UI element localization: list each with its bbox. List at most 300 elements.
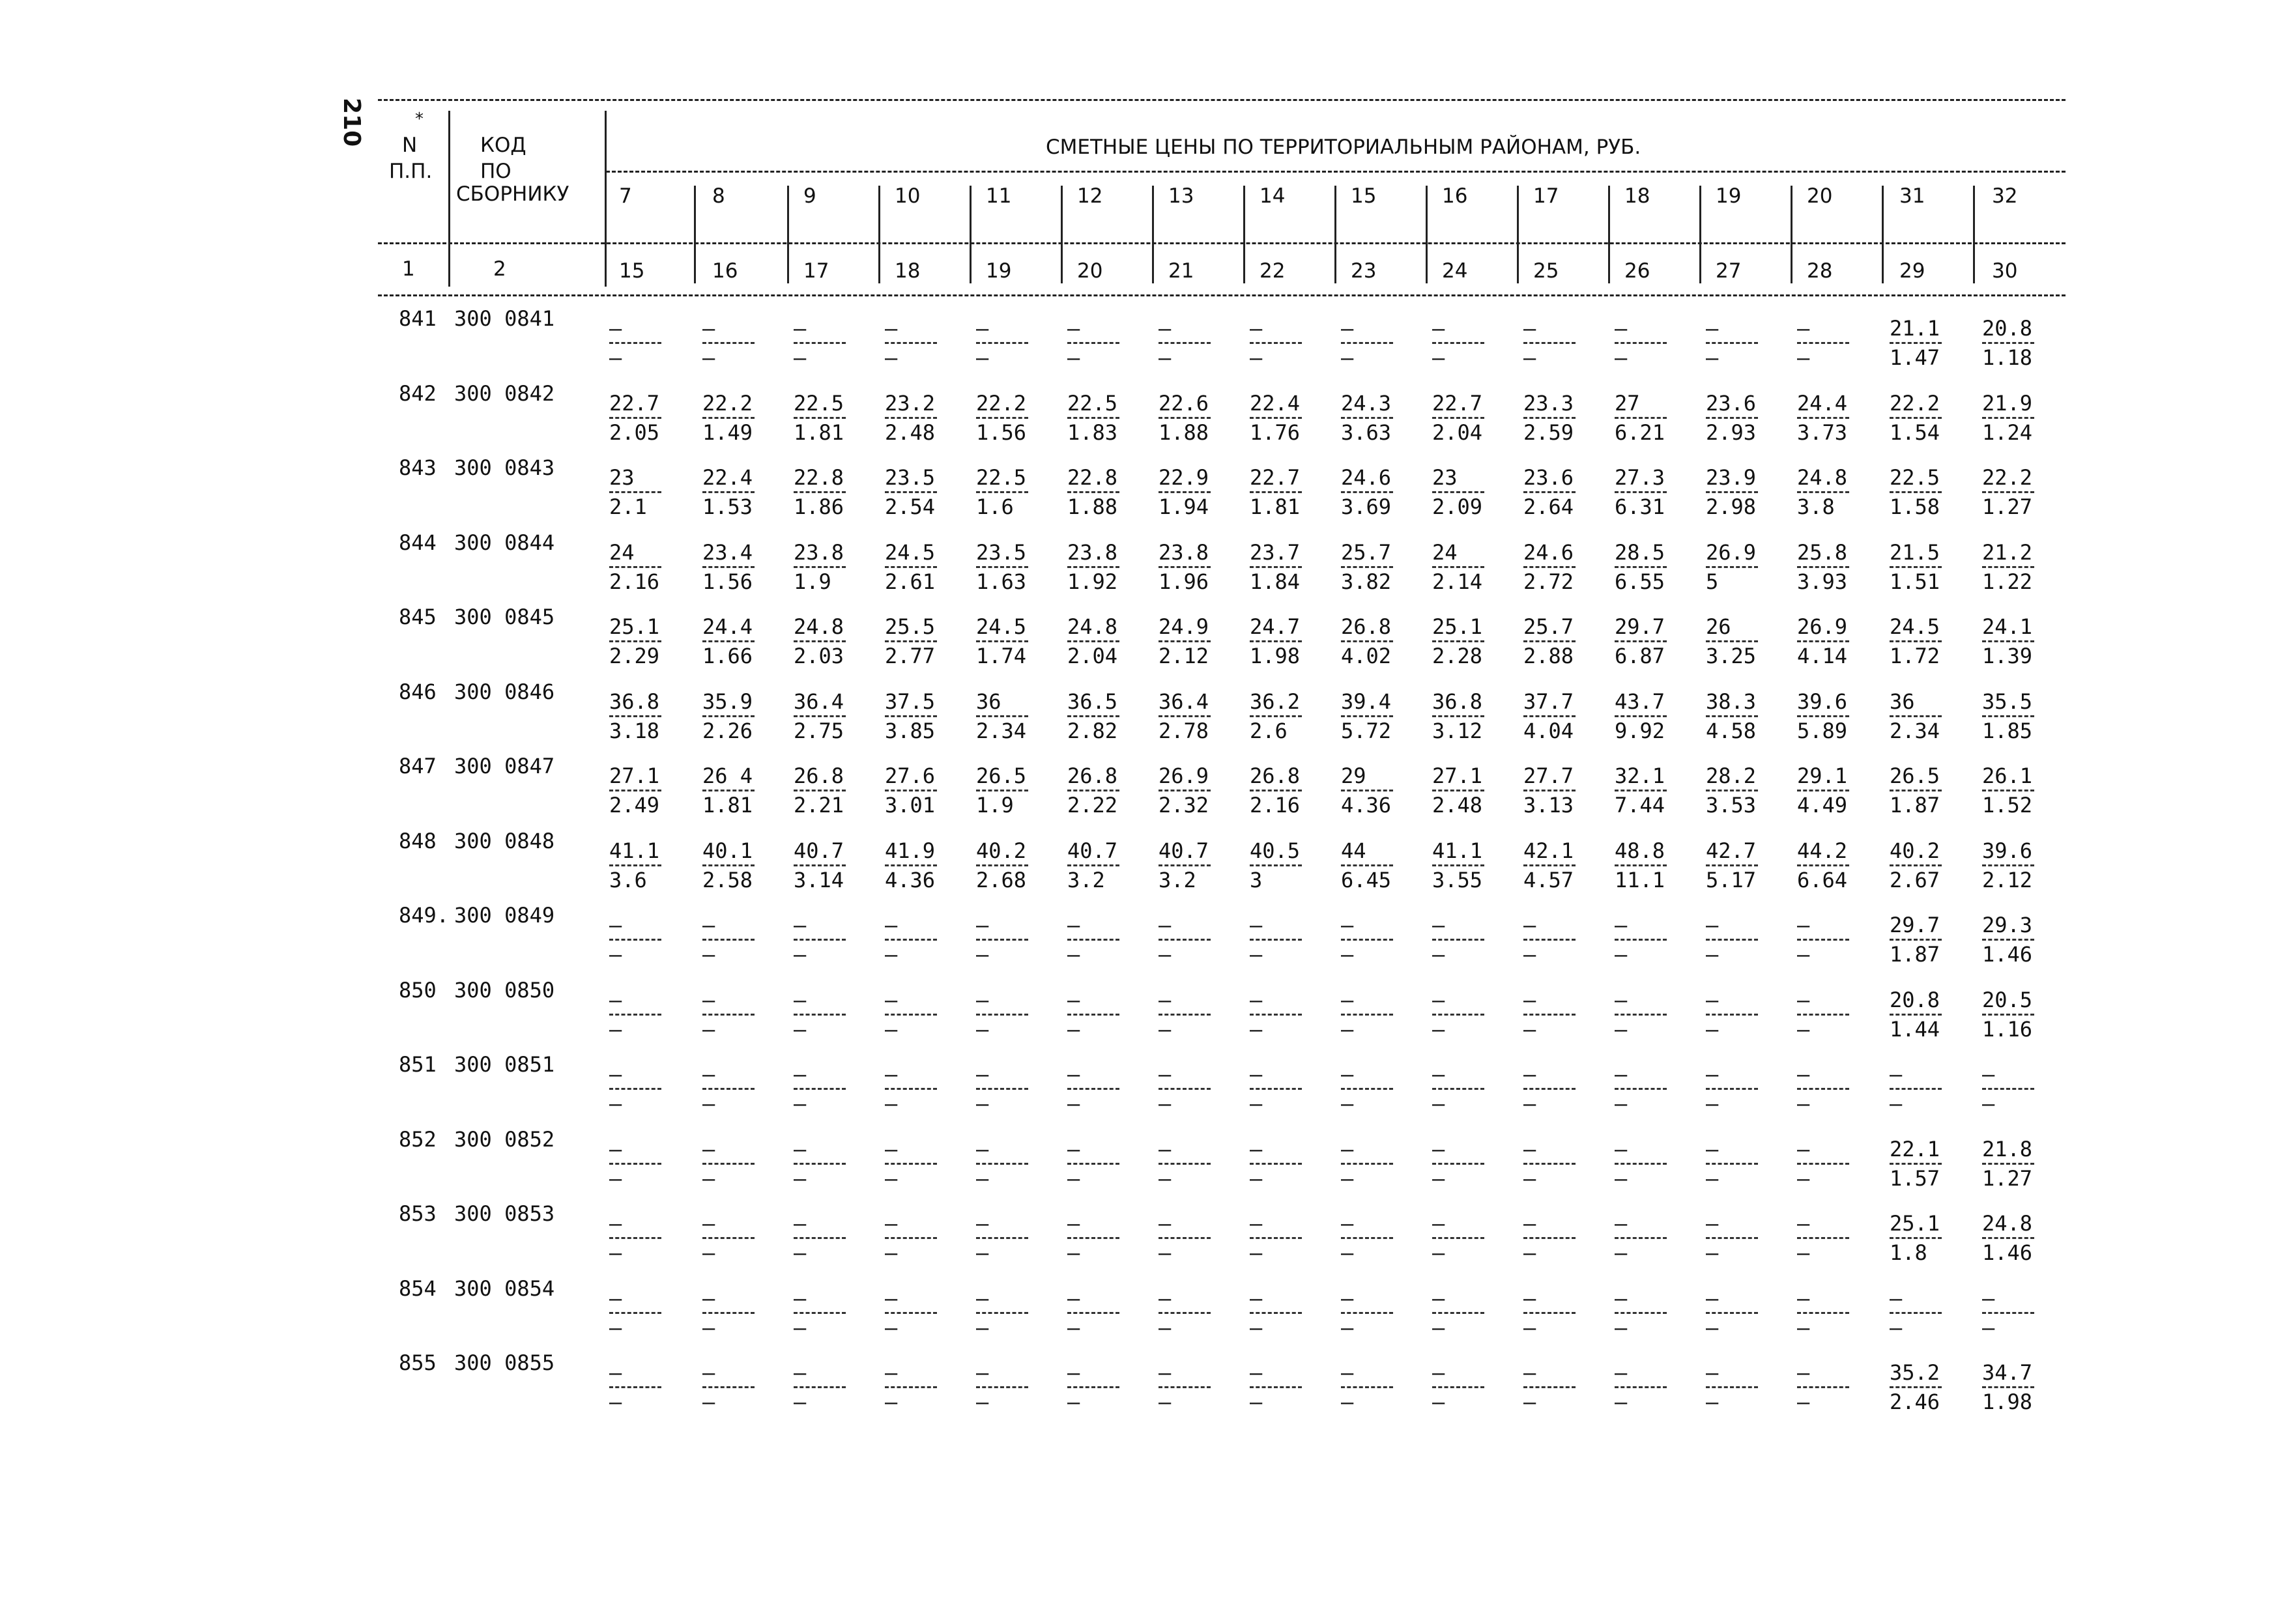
price-cell	[609, 1062, 661, 1116]
price-sub-value: –	[1341, 942, 1354, 967]
fraction-bar	[702, 566, 755, 568]
price-sub-value: –	[1797, 1240, 1810, 1265]
price-cell	[1067, 1211, 1119, 1265]
price-sub-value: 5.72	[1341, 718, 1392, 743]
fraction-bar	[885, 640, 937, 642]
price-sub-value: –	[1523, 1091, 1536, 1116]
region-column-separator	[1517, 186, 1519, 283]
fraction-bar	[976, 715, 1028, 717]
price-sub-value: –	[1523, 1165, 1536, 1191]
price-sub-value: –	[976, 1091, 989, 1116]
price-sub-value: –	[1159, 1240, 1172, 1265]
fraction-bar	[1341, 1386, 1393, 1388]
fraction-bar	[1797, 939, 1849, 941]
price-cell	[1706, 1137, 1758, 1191]
price-sub-value: 1.83	[1067, 420, 1118, 445]
price-cell	[1615, 614, 1667, 668]
price-sub-value: –	[609, 1091, 622, 1116]
fraction-bar	[794, 1386, 846, 1388]
fraction-bar	[1523, 715, 1576, 717]
fraction-bar	[702, 1237, 755, 1239]
price-sub-value: 5	[1706, 569, 1719, 594]
row-code: 300 0845	[454, 605, 555, 629]
region-column-separator	[970, 186, 972, 283]
region-column-separator	[1334, 186, 1336, 283]
price-cell	[609, 614, 661, 668]
price-value: –	[1890, 1285, 1903, 1311]
price-sub-value: –	[885, 1240, 898, 1265]
price-value: 40.1	[702, 838, 753, 863]
price-sub-value: 2.34	[1890, 718, 1940, 743]
fraction-bar	[609, 864, 661, 866]
price-sub-value: 1.63	[976, 569, 1027, 594]
row-number: 850	[399, 977, 437, 1003]
price-sub-value: 1.53	[702, 494, 753, 519]
price-cell	[1890, 1286, 1942, 1340]
price-cell	[1250, 465, 1302, 519]
price-sub-value: 2.93	[1706, 420, 1757, 445]
fraction-bar	[1523, 1014, 1576, 1016]
fraction-bar	[609, 1088, 661, 1090]
price-cell	[702, 316, 755, 370]
price-sub-value: 1.46	[1982, 942, 2033, 967]
price-cell	[1982, 1211, 2034, 1265]
price-value: –	[1432, 1062, 1445, 1087]
price-cell	[1706, 540, 1758, 594]
region-column-separator	[1882, 186, 1884, 283]
price-value: 24.5	[1890, 614, 1940, 639]
price-sub-value: 6.31	[1615, 494, 1665, 519]
price-cell	[1432, 838, 1484, 892]
price-sub-value: –	[794, 1091, 807, 1116]
price-value: –	[1797, 1360, 1810, 1385]
price-sub-value: –	[1615, 345, 1628, 370]
price-sub-value: –	[1706, 942, 1719, 967]
row-number: 846	[399, 679, 437, 704]
fraction-bar	[1250, 640, 1302, 642]
fraction-bar	[1706, 566, 1758, 568]
fraction-bar	[1159, 1014, 1211, 1016]
price-value: –	[1982, 1062, 1995, 1087]
price-cell	[794, 1211, 846, 1265]
price-sub-value: 1.47	[1890, 345, 1940, 370]
price-sub-value: 2.75	[794, 718, 844, 743]
fraction-bar	[1615, 417, 1667, 419]
price-value: –	[1432, 1136, 1445, 1161]
fraction-bar	[1432, 491, 1484, 493]
fraction-bar	[1982, 491, 2034, 493]
fraction-bar	[1432, 1386, 1484, 1388]
price-sub-value: –	[1615, 942, 1628, 967]
price-sub-value: –	[609, 1389, 622, 1414]
row-code: 300 0852	[454, 1126, 555, 1152]
price-value: 24.6	[1341, 465, 1392, 490]
fraction-bar	[1982, 566, 2034, 568]
price-cell	[976, 1062, 1028, 1116]
price-sub-value: 1.8	[1890, 1240, 1927, 1265]
price-sub-value: 2.58	[702, 867, 753, 892]
fraction-bar	[1982, 1014, 2034, 1016]
price-cell	[1432, 465, 1484, 519]
price-cell	[1067, 1286, 1119, 1340]
price-sub-value: 1.85	[1982, 718, 2033, 743]
fraction-bar	[1432, 864, 1484, 866]
price-sub-value: 1.81	[1250, 494, 1301, 519]
fraction-bar	[794, 790, 846, 791]
price-value: 27.1	[1432, 763, 1483, 788]
fraction-bar	[1523, 864, 1576, 866]
price-value: –	[794, 1062, 807, 1087]
price-sub-value: –	[702, 1016, 715, 1042]
price-sub-value: –	[1615, 1091, 1628, 1116]
price-sub-value: 6.21	[1615, 420, 1665, 445]
price-cell	[1250, 391, 1302, 445]
price-cell	[1159, 1062, 1211, 1116]
fraction-bar	[1615, 790, 1667, 791]
price-sub-value: –	[1341, 1091, 1354, 1116]
fraction-bar	[1341, 1088, 1393, 1090]
price-sub-value: –	[1341, 1389, 1354, 1414]
price-cell	[702, 988, 755, 1042]
price-sub-value: –	[1615, 1016, 1628, 1042]
fraction-bar	[1341, 1163, 1393, 1165]
fraction-bar	[1250, 1237, 1302, 1239]
price-value: 23.8	[1067, 539, 1118, 565]
row-code: 300 0847	[454, 754, 555, 778]
region-number: 32	[1992, 184, 2018, 208]
fraction-bar	[1523, 566, 1576, 568]
fraction-bar	[1159, 1088, 1211, 1090]
region-number: 20	[1807, 184, 1833, 208]
fraction-bar	[1159, 864, 1211, 866]
fraction-bar	[1250, 342, 1302, 344]
price-sub-value: 1.96	[1159, 569, 1209, 594]
price-cell	[1982, 689, 2034, 743]
price-value: 36	[976, 689, 1001, 714]
price-value: 37.7	[1523, 689, 1574, 714]
row-code: 300 0851	[454, 1052, 555, 1077]
price-cell	[1615, 838, 1667, 892]
price-cell	[1797, 316, 1849, 370]
price-value: 22.2	[976, 390, 1027, 416]
price-sub-value: 2.64	[1523, 494, 1574, 519]
fraction-bar	[1890, 1163, 1942, 1165]
price-value: –	[1523, 987, 1536, 1012]
price-sub-value: 2.59	[1523, 420, 1574, 445]
price-cell	[1982, 540, 2034, 594]
price-sub-value: –	[1250, 1091, 1263, 1116]
price-sub-value: –	[1159, 1389, 1172, 1414]
price-value: –	[1432, 987, 1445, 1012]
price-cell	[609, 1286, 661, 1340]
fraction-bar	[1890, 491, 1942, 493]
price-cell	[976, 689, 1028, 743]
price-sub-value: 2.16	[1250, 793, 1301, 818]
price-value: –	[1341, 1285, 1354, 1311]
price-sub-value: 2.14	[1432, 569, 1483, 594]
price-sub-value: –	[702, 345, 715, 370]
price-sub-value: 2.16	[609, 569, 660, 594]
price-value: –	[1159, 1285, 1172, 1311]
fraction-bar	[1341, 715, 1393, 717]
fraction-bar	[1341, 417, 1393, 419]
price-cell	[702, 1360, 755, 1414]
fraction-bar	[1797, 790, 1849, 791]
region-number: 15	[1351, 184, 1377, 208]
price-value: –	[1797, 1285, 1810, 1311]
price-cell	[1706, 465, 1758, 519]
vline-num	[448, 111, 450, 287]
price-sub-value: 3.18	[609, 718, 660, 743]
price-value: 22.8	[1067, 465, 1118, 490]
price-cell	[1341, 316, 1393, 370]
fraction-bar	[1523, 939, 1576, 941]
price-sub-value: –	[976, 1315, 989, 1340]
price-cell	[1341, 465, 1393, 519]
fraction-bar	[702, 864, 755, 866]
price-value: –	[885, 1211, 898, 1236]
price-cell	[1250, 988, 1302, 1042]
price-value: 23.5	[976, 539, 1027, 565]
fraction-bar	[1250, 790, 1302, 791]
fraction-bar	[1341, 1237, 1393, 1239]
price-value: 25.1	[609, 614, 660, 639]
price-sub-value: 2.54	[885, 494, 936, 519]
fraction-bar	[1890, 1014, 1942, 1016]
price-value: 22.6	[1159, 390, 1209, 416]
price-sub-value: 1.49	[702, 420, 753, 445]
fraction-bar	[1706, 417, 1758, 419]
price-value: –	[1250, 1360, 1263, 1385]
price-value: –	[1341, 1062, 1354, 1087]
fraction-bar	[1615, 864, 1667, 866]
price-value: 24.8	[1982, 1211, 2033, 1236]
row-number: 844	[399, 530, 437, 555]
price-cell	[1341, 1360, 1393, 1414]
price-sub-value: –	[885, 1389, 898, 1414]
fraction-bar	[1706, 491, 1758, 493]
column-number: 22	[1260, 259, 1286, 283]
price-value: –	[702, 1211, 715, 1236]
price-value: 23.6	[1706, 390, 1757, 416]
price-value: 22.9	[1159, 465, 1209, 490]
price-value: 37.5	[885, 689, 936, 714]
price-value: –	[976, 1285, 989, 1311]
price-sub-value: 11.1	[1615, 867, 1665, 892]
price-value: –	[609, 1062, 622, 1087]
price-value: 40.2	[1890, 838, 1940, 863]
fraction-bar	[609, 491, 661, 493]
price-cell	[1159, 763, 1211, 818]
fraction-bar	[1982, 1237, 2034, 1239]
price-cell	[1159, 540, 1211, 594]
price-sub-value: 1.88	[1067, 494, 1118, 519]
price-cell	[1706, 689, 1758, 743]
price-cell	[1067, 838, 1119, 892]
price-sub-value: –	[1706, 345, 1719, 370]
price-cell	[885, 838, 937, 892]
price-cell	[885, 540, 937, 594]
price-value: –	[1706, 316, 1719, 341]
fraction-bar	[1982, 864, 2034, 866]
price-value: 22.5	[794, 390, 844, 416]
region-number: 18	[1624, 184, 1650, 208]
column-number: 19	[986, 259, 1012, 283]
price-value: 21.5	[1890, 539, 1940, 565]
fraction-bar	[1523, 1163, 1576, 1165]
price-sub-value: –	[1432, 1315, 1445, 1340]
fraction-bar	[609, 640, 661, 642]
price-cell	[976, 1137, 1028, 1191]
fraction-bar	[1706, 1014, 1758, 1016]
price-cell	[1982, 1360, 2034, 1414]
price-value: 20.8	[1982, 316, 2033, 341]
price-cell	[976, 614, 1028, 668]
fraction-bar	[1797, 640, 1849, 642]
price-cell	[1890, 1360, 1942, 1414]
price-value: –	[702, 1136, 715, 1161]
price-sub-value: 1.92	[1067, 569, 1118, 594]
price-value: –	[1797, 1211, 1810, 1236]
price-sub-value: –	[1250, 345, 1263, 370]
fraction-bar	[794, 491, 846, 493]
price-sub-value: 2.49	[609, 793, 660, 818]
price-cell	[1982, 1062, 2034, 1116]
price-sub-value: –	[976, 345, 989, 370]
price-cell	[609, 316, 661, 370]
price-sub-value: –	[1982, 1315, 1995, 1340]
price-sub-value: –	[1615, 1315, 1628, 1340]
price-cell	[794, 1062, 846, 1116]
fraction-bar	[1250, 715, 1302, 717]
price-value: –	[1615, 1211, 1628, 1236]
price-value: 44.2	[1797, 838, 1848, 863]
price-cell	[885, 1286, 937, 1340]
fraction-bar	[1982, 1386, 2034, 1388]
region-number: 13	[1168, 184, 1194, 208]
fraction-bar	[1159, 417, 1211, 419]
price-cell	[885, 1211, 937, 1265]
price-cell	[1797, 614, 1849, 668]
price-sub-value: 2.12	[1982, 867, 2033, 892]
price-cell	[1159, 913, 1211, 967]
price-sub-value: –	[1250, 1165, 1263, 1191]
fraction-bar	[1615, 1163, 1667, 1165]
fraction-bar	[702, 342, 755, 344]
fraction-bar	[976, 1312, 1028, 1314]
price-cell	[609, 1360, 661, 1414]
price-sub-value: –	[885, 942, 898, 967]
price-sub-value: 3.93	[1797, 569, 1848, 594]
fraction-bar	[976, 1088, 1028, 1090]
price-cell	[1982, 913, 2034, 967]
price-sub-value: 5.89	[1797, 718, 1848, 743]
price-sub-value: –	[702, 1315, 715, 1340]
fraction-bar	[1250, 491, 1302, 493]
row-code: 300 0850	[454, 977, 555, 1003]
price-sub-value: 3.82	[1341, 569, 1392, 594]
price-value: 24.9	[1159, 614, 1209, 639]
price-sub-value: 1.24	[1982, 420, 2033, 445]
price-cell	[885, 913, 937, 967]
price-cell	[794, 689, 846, 743]
row-code: 300 0849	[454, 903, 555, 928]
price-value: –	[1159, 316, 1172, 341]
region-column-separator	[1243, 186, 1245, 283]
price-value: 21.2	[1982, 539, 2033, 565]
fraction-bar	[1523, 342, 1576, 344]
price-sub-value: 3.85	[885, 718, 936, 743]
row-number: 851	[399, 1052, 437, 1077]
price-sub-value: 1.16	[1982, 1016, 2033, 1042]
price-sub-value: –	[794, 1165, 807, 1191]
price-cell	[1067, 1062, 1119, 1116]
price-value: 25.8	[1797, 539, 1848, 565]
region-column-separator	[1152, 186, 1154, 283]
price-sub-value: 1.18	[1982, 345, 2033, 370]
fraction-bar	[1341, 790, 1393, 791]
price-value: –	[794, 987, 807, 1012]
row-number: 855	[399, 1350, 437, 1375]
price-value: –	[1341, 1136, 1354, 1161]
price-value: –	[1159, 1360, 1172, 1385]
fraction-bar	[976, 417, 1028, 419]
price-value: –	[1432, 913, 1445, 937]
price-sub-value: –	[609, 1315, 622, 1340]
price-cell	[1067, 391, 1119, 445]
fraction-bar	[1159, 939, 1211, 941]
price-value: 35.5	[1982, 689, 2033, 714]
price-cell	[1067, 1137, 1119, 1191]
fraction-bar	[1982, 417, 2034, 419]
fraction-bar	[702, 1386, 755, 1388]
fraction-bar	[1067, 417, 1119, 419]
price-value: 24.8	[1797, 465, 1848, 490]
price-cell	[1523, 1062, 1576, 1116]
price-value: –	[1706, 1136, 1719, 1161]
price-cell	[794, 465, 846, 519]
fraction-bar	[1797, 1163, 1849, 1165]
price-cell	[1067, 614, 1119, 668]
price-sub-value: 2.1	[609, 494, 647, 519]
price-cell	[1432, 988, 1484, 1042]
price-cell	[1706, 1211, 1758, 1265]
price-sub-value: 2.88	[1523, 644, 1574, 668]
price-cell	[1341, 763, 1393, 818]
price-cell	[1982, 763, 2034, 818]
price-sub-value: 2.6	[1250, 718, 1288, 743]
price-sub-value: 9.92	[1615, 718, 1665, 743]
price-value: 26.8	[1250, 763, 1301, 788]
price-sub-value: –	[976, 1165, 989, 1191]
fraction-bar	[1797, 715, 1849, 717]
price-cell	[885, 316, 937, 370]
fraction-bar	[1067, 640, 1119, 642]
price-value: –	[976, 1360, 989, 1385]
price-sub-value: –	[794, 1016, 807, 1042]
price-sub-value: 1.98	[1250, 644, 1301, 668]
price-value: 35.9	[702, 689, 753, 714]
price-cell	[1615, 465, 1667, 519]
price-value: –	[1067, 1136, 1080, 1161]
fraction-bar	[1706, 1237, 1758, 1239]
fraction-bar	[609, 1014, 661, 1016]
region-number: 16	[1442, 184, 1468, 208]
price-value: 26	[1706, 614, 1731, 639]
price-sub-value: –	[1432, 942, 1445, 967]
column-number: 20	[1077, 259, 1103, 283]
price-value: –	[976, 1211, 989, 1236]
